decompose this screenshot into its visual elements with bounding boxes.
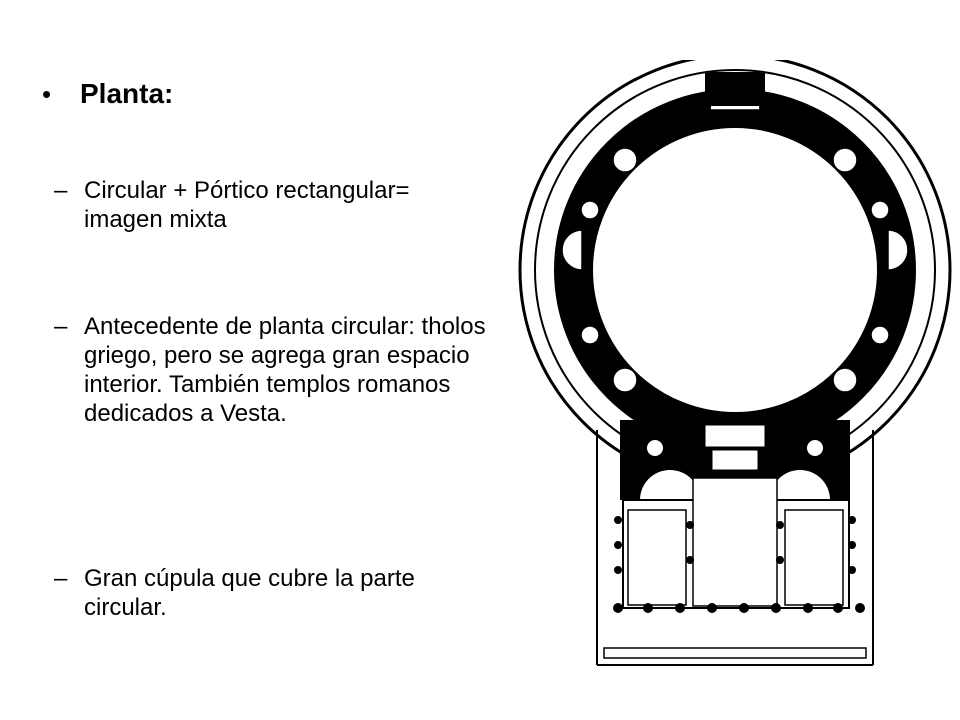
list-item bbox=[54, 176, 494, 234]
dash-marker: – bbox=[54, 177, 68, 204]
list-item bbox=[54, 312, 494, 428]
list-item-text: Gran cúpula que cubre la parte circular. bbox=[84, 565, 415, 621]
pantheon-floor-plan-icon bbox=[515, 60, 960, 690]
list-item-text: Antecedente de planta circular: tholos griego, pero se agrega gran espacio interior. También templos romanos dedicados a Vesta. bbox=[84, 313, 486, 427]
slide-heading: Planta: bbox=[80, 78, 174, 109]
list-item bbox=[54, 564, 494, 622]
dash-marker: – bbox=[54, 313, 68, 340]
list-item-text: Circular + Pórtico rectangular= imagen mixta bbox=[84, 177, 410, 233]
bullet-dot: • bbox=[42, 79, 52, 109]
heading-bullet-row bbox=[42, 78, 173, 110]
dash-marker: – bbox=[54, 565, 68, 592]
